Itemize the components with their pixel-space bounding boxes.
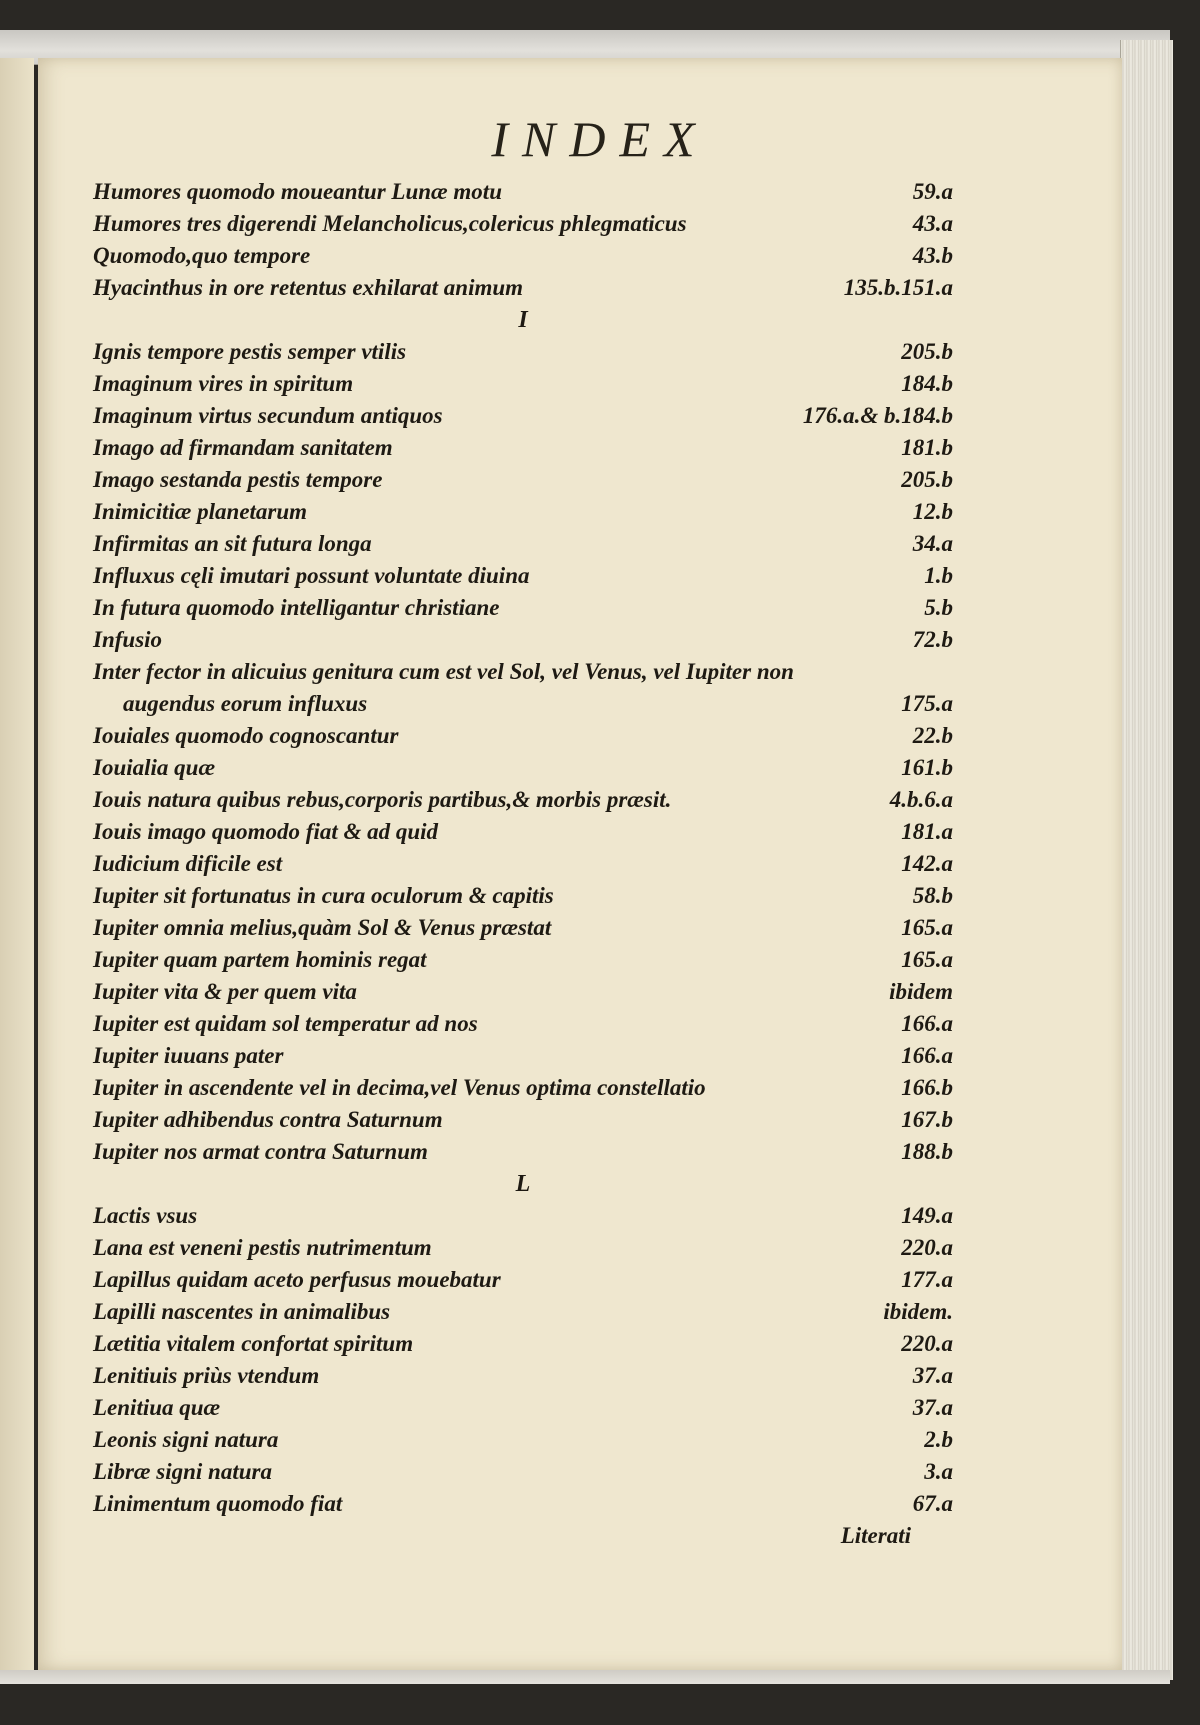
entry-page-reference: 59.a (912, 179, 953, 204)
entry-page-reference: 43.a (912, 211, 953, 236)
index-entries (93, 176, 953, 1552)
entry-page-reference: 149.a (901, 1203, 953, 1228)
entry-text: Lætitia vitalem confortat spiritum (93, 1331, 414, 1356)
entry-page-reference: 188.b (901, 1139, 953, 1164)
entry-text: Imago sestanda pestis tempore (93, 467, 383, 492)
index-entry (93, 592, 953, 624)
entry-text: Lactis vsus (93, 1203, 198, 1228)
entry-text: Iupiter omnia melius,quàm Sol & Venus præstat (93, 915, 552, 940)
entry-page-reference: 205.b (901, 467, 953, 492)
entry-text: Inimicitiæ planetarum (93, 499, 308, 524)
index-entry (93, 432, 953, 464)
entry-page-reference: 43.b (912, 243, 953, 268)
entry-text: Lapillus quidam aceto perfusus mouebatur (93, 1267, 501, 1292)
facing-page-edge (0, 58, 34, 1680)
book-bottom-edge (0, 1670, 1170, 1684)
entry-text: In futura quomodo intelligantur christiane (93, 595, 500, 620)
entry-text: Iupiter quam partem hominis regat (93, 947, 427, 972)
index-entry (93, 1488, 953, 1520)
index-entry (93, 624, 953, 656)
entry-page-reference: 1.b (924, 563, 953, 588)
entry-text: Imaginum vires in spiritum (93, 371, 354, 396)
index-entry (93, 1072, 953, 1104)
entry-text: Imago ad firmandam sanitatem (93, 435, 393, 460)
entry-page-reference: 205.b (901, 339, 953, 364)
index-entry-continuation (93, 688, 953, 720)
entry-text: Iupiter sit fortunatus in cura oculorum & capitis (93, 883, 554, 908)
entry-page-reference: 3.a (924, 1459, 953, 1484)
entry-page-reference: 22.b (912, 723, 953, 748)
entry-page-reference: 37.a (912, 1395, 953, 1420)
entry-page-reference: 2.b (924, 1427, 953, 1452)
index-entry (93, 880, 953, 912)
entry-page-reference: 176.a.& b.184.b (802, 403, 953, 428)
entry-text: Influxus cęli imutari possunt voluntate diuina (93, 563, 530, 588)
entry-text: Leonis signi natura (93, 1427, 279, 1452)
index-entry (93, 752, 953, 784)
index-entry (93, 1328, 953, 1360)
index-entry (93, 400, 953, 432)
index-entry (93, 912, 953, 944)
index-entry (93, 560, 953, 592)
entry-page-reference: 181.a (901, 819, 953, 844)
entry-page-reference: 177.a (901, 1267, 953, 1292)
index-entry (93, 1136, 953, 1168)
entry-text: Ignis tempore pestis semper vtilis (93, 339, 407, 364)
entry-page-reference: 166.a (901, 1011, 953, 1036)
index-entry (93, 1392, 953, 1424)
book-page (38, 58, 1122, 1670)
index-entry (93, 1040, 953, 1072)
index-entry (93, 528, 953, 560)
index-entry (93, 720, 953, 752)
index-entry (93, 208, 953, 240)
entry-page-reference: 220.a (901, 1235, 953, 1260)
entry-page-reference: 175.a (901, 691, 953, 716)
entry-page-reference: 5.b (924, 595, 953, 620)
page-header: INDEX (491, 111, 709, 167)
entry-page-reference: 34.a (912, 531, 953, 556)
entry-page-reference: 167.b (901, 1107, 953, 1132)
entry-text: Linimentum quomodo fiat (93, 1491, 343, 1516)
entry-text: Iupiter in ascendente vel in decima,vel Venus optima constellatio (93, 1075, 706, 1100)
entry-text: Iouialia quæ (93, 755, 216, 780)
entry-page-reference: 165.a (901, 915, 953, 940)
index-entry (93, 976, 953, 1008)
entry-page-reference: ibidem (889, 979, 953, 1004)
entry-text: Lana est veneni pestis nutrimentum (93, 1235, 432, 1260)
entry-text: Imaginum virtus secundum antiquos (93, 403, 443, 428)
entry-text: Lenitiuis priùs vtendum (93, 1363, 320, 1388)
section-letter: L (515, 1171, 531, 1197)
entry-page-reference: 135.b.151.a (843, 275, 953, 300)
index-entry (93, 1296, 953, 1328)
entry-text: Iupiter nos armat contra Saturnum (93, 1139, 428, 1164)
entry-text: Hyacinthus in ore retentus exhilarat animum (93, 275, 524, 300)
index-entry (93, 1264, 953, 1296)
entry-page-reference: 72.b (912, 627, 953, 652)
entry-page-reference: 37.a (912, 1363, 953, 1388)
entry-text: Libræ signi natura (93, 1459, 272, 1484)
entry-page-reference: 181.b (901, 435, 953, 460)
entry-text: Quomodo,quo tempore (93, 243, 311, 268)
entry-page-reference: 184.b (901, 371, 953, 396)
section-letter: I (518, 307, 528, 333)
entry-text: Inter fector in alicuius genitura cum est vel Sol, vel Venus, vel Iupiter non (93, 659, 794, 684)
index-entry (93, 496, 953, 528)
entry-text: Lapilli nascentes in animalibus (93, 1299, 391, 1324)
index-entry (93, 1456, 953, 1488)
entry-page-reference: 166.b (901, 1075, 953, 1100)
index-entry (93, 272, 953, 304)
entry-text: Infusio (93, 627, 163, 652)
entry-text: Infirmitas an sit futura longa (93, 531, 372, 556)
entry-text: Iouiales quomodo cognoscantur (93, 723, 399, 748)
entry-page-reference: ibidem. (883, 1299, 953, 1324)
entry-text: Iupiter vita & per quem vita (93, 979, 357, 1004)
index-entry (93, 1200, 953, 1232)
entry-page-reference: 165.a (901, 947, 953, 972)
entry-page-reference: 161.b (901, 755, 953, 780)
entry-text: Iupiter adhibendus contra Saturnum (93, 1107, 443, 1132)
index-entry (93, 656, 953, 688)
index-entry (93, 1104, 953, 1136)
index-entry (93, 848, 953, 880)
entry-text: Humores quomodo moueantur Lunæ motu (93, 179, 502, 204)
entry-text: Humores tres digerendi Melancholicus,colericus phlegmaticus (93, 211, 687, 236)
index-entry (93, 1232, 953, 1264)
index-entry (93, 336, 953, 368)
index-entry (93, 784, 953, 816)
index-entry (93, 176, 953, 208)
entry-text: Iupiter iuuans pater (93, 1043, 284, 1068)
book-page-stack-edge (1120, 40, 1173, 1680)
index-entry (93, 944, 953, 976)
entry-text: Iouis natura quibus rebus,corporis partibus,& morbis præsit. (93, 787, 672, 812)
entry-text: Iupiter est quidam sol temperatur ad nos (93, 1011, 478, 1036)
entry-text: Iouis imago quomodo fiat & ad quid (93, 819, 439, 844)
entry-text: augendus eorum influxus (123, 691, 368, 716)
index-entry (93, 1424, 953, 1456)
index-entry (93, 368, 953, 400)
entry-page-reference: 220.a (901, 1331, 953, 1356)
index-entry (93, 464, 953, 496)
entry-page-reference: 4.b.6.a (889, 787, 953, 812)
entry-page-reference: 58.b (912, 883, 953, 908)
index-entry (93, 816, 953, 848)
index-entry (93, 1360, 953, 1392)
entry-text: Iudicium dificile est (93, 851, 283, 876)
entry-page-reference: 166.a (901, 1043, 953, 1068)
index-entry (93, 1008, 953, 1040)
entry-page-reference: 142.a (901, 851, 953, 876)
catchword: Literati (840, 1523, 911, 1548)
entry-page-reference: 12.b (912, 499, 953, 524)
index-entry (93, 240, 953, 272)
entry-text: Lenitiua quæ (93, 1395, 221, 1420)
entry-page-reference: 67.a (912, 1491, 953, 1516)
